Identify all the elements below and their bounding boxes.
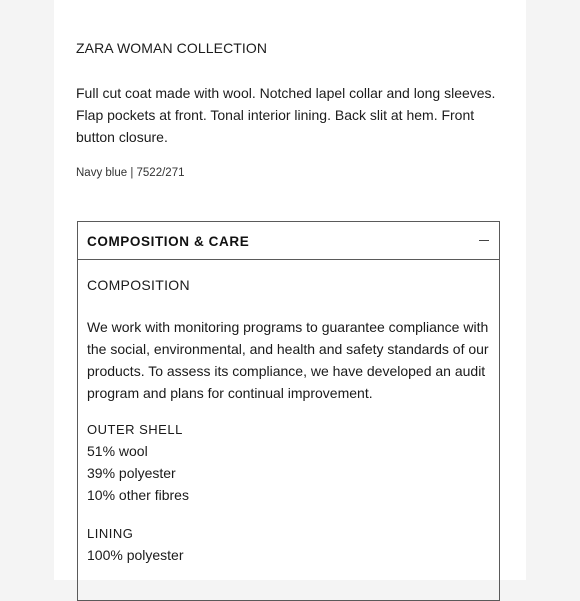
color-reference: Navy blue | 7522/271 bbox=[76, 167, 185, 179]
lining-group bbox=[87, 524, 387, 566]
group-label: LINING bbox=[87, 526, 134, 541]
composition-heading: COMPOSITION bbox=[87, 277, 190, 293]
composition-intro: We work with monitoring programs to guarantee compliance with the social, environmental, and health and safety standards of our products. To assess its compliance, we have developed an audit program and plans for continual improvement. bbox=[87, 319, 489, 401]
composition-care-header[interactable] bbox=[78, 222, 499, 260]
list-item: 39% polyester bbox=[87, 465, 176, 481]
outer-shell-group bbox=[87, 420, 387, 506]
group-label: OUTER SHELL bbox=[87, 422, 183, 437]
product-description: Full cut coat made with wool. Notched lapel collar and long sleeves. Flap pockets at front. Tonal interior lining. Back slit at hem. Front button closure. bbox=[76, 85, 496, 145]
collection-name: ZARA WOMAN COLLECTION bbox=[76, 40, 268, 56]
list-item: 10% other fibres bbox=[87, 487, 189, 503]
product-details-page bbox=[54, 0, 526, 580]
minus-icon[interactable] bbox=[479, 240, 489, 241]
panel-title: COMPOSITION & CARE bbox=[87, 234, 250, 249]
composition-care-panel bbox=[77, 221, 500, 601]
list-item: 51% wool bbox=[87, 443, 148, 459]
list-item: 100% polyester bbox=[87, 547, 184, 563]
